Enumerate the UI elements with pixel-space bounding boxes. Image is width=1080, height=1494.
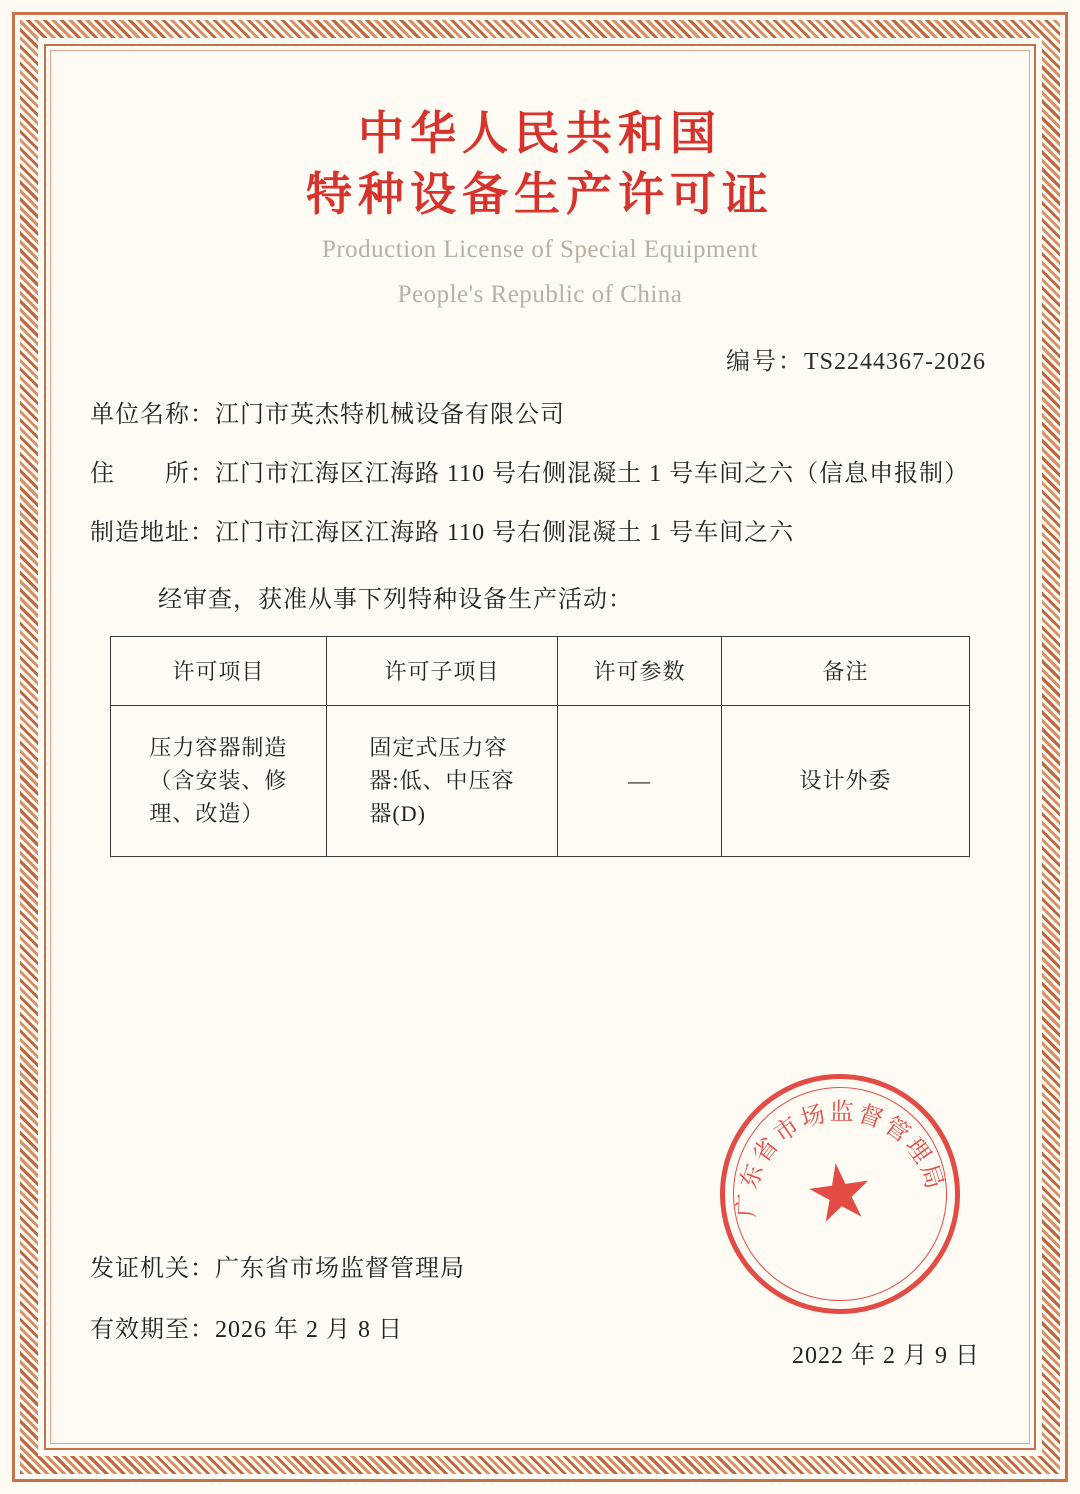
serial-number-row (62, 341, 1018, 376)
certificate-content (62, 62, 1018, 1432)
title-en-line1: Production License of Special Equipment (321, 236, 759, 264)
table-cell-remark: 设计外委 (721, 705, 969, 856)
field-residence-address (90, 455, 1018, 494)
field-manufacturing-address (90, 514, 1018, 553)
approval-statement: 经审查，获准从事下列特种设备生产活动： (158, 586, 633, 613)
validity-value: 2026 年 2 月 8 日 (215, 1317, 403, 1343)
serial-number-label: 编号： (726, 348, 804, 375)
license-scope-table (110, 636, 970, 857)
field-manufacturing-address-value: 江门市江海区江海路 110 号右侧混凝土 1 号车间之六 (215, 519, 795, 546)
field-company-name-label: 单位名称： (90, 401, 215, 428)
table-cell-item (111, 705, 327, 856)
table-cell-item-line2: （含安装、修 (149, 768, 288, 794)
table-header-subitem: 许可子项目 (326, 636, 557, 705)
official-red-seal (704, 1058, 975, 1329)
title-block (62, 62, 1018, 315)
field-residence-address-label: 住 所： (90, 460, 215, 487)
field-manufacturing-address-label: 制造地址： (90, 519, 215, 546)
issuer-label: 发证机关： (90, 1256, 215, 1282)
table-row (111, 705, 970, 856)
table-cell-subitem (326, 705, 557, 856)
table-cell-parameter: — (558, 705, 722, 856)
table-header-row (111, 636, 970, 705)
issuer-value: 广东省市场监督管理局 (215, 1256, 465, 1282)
field-residence-address-value: 江门市江海区江海路 110 号右侧混凝土 1 号车间之六（信息申报制） (215, 460, 970, 487)
table-header-remark: 备注 (721, 636, 969, 705)
field-company-name-value: 江门市英杰特机械设备有限公司 (215, 401, 565, 428)
table-header-item: 许可项目 (111, 636, 327, 705)
table-cell-item-line3: 理、改造） (149, 801, 265, 827)
validity-label: 有效期至： (90, 1317, 215, 1343)
table-cell-item-line1: 压力容器制造 (149, 735, 288, 761)
title-cn-line2: 特种设备生产许可证 (306, 168, 774, 220)
title-en-line2: People's Republic of China (397, 281, 683, 309)
table-cell-subitem-line2: 器:低、中压容 (369, 768, 515, 794)
title-cn-line1: 中华人民共和国 (358, 108, 722, 159)
table-header-parameter: 许可参数 (558, 636, 722, 705)
serial-number-value: TS2244367-2026 (804, 348, 986, 375)
seal-arc-text-value: 广东省市场监督管理局 (734, 1099, 948, 1218)
table-cell-subitem-line1: 固定式压力容 (369, 735, 508, 761)
table-cell-subitem-line3: 器(D) (369, 801, 426, 827)
field-company-name (90, 396, 1018, 435)
issue-date: 2022 年 2 月 9 日 (792, 1343, 980, 1369)
